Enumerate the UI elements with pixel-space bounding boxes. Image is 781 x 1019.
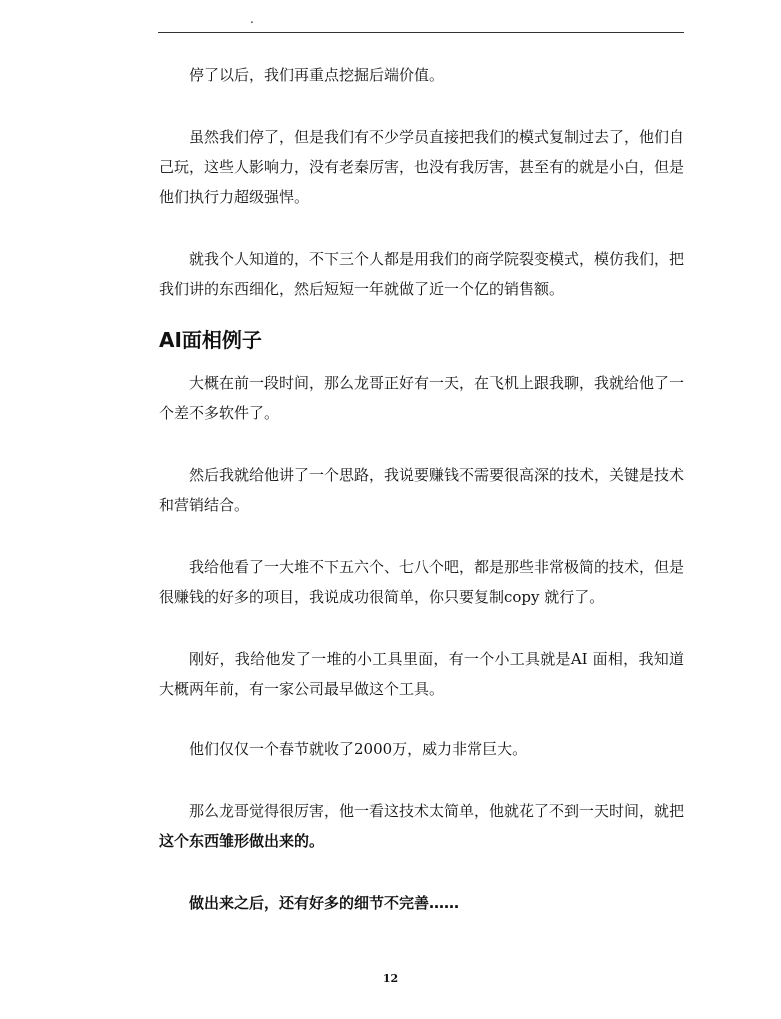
- paragraph-6: 我给他看了一大堆不下五六个、七八个吧，都是那些非常极简的技术，但是很赚钱的好多的项目，我说成功很简单，你只要复制copy 就行了。: [159, 558, 685, 606]
- paragraph-2: 虽然我们停了，但是我们有不少学员直接把我们的模式复制过去了，他们自己玩，这些人影响力，没有老秦厉害，也没有我厉害，甚至有的就是小白，但是他们执行力超级强悍。: [159, 128, 685, 206]
- paragraph-5: 然后我就给他讲了一个思路，我说要赚钱不需要很高深的技术，关键是技术和营销结合。: [159, 466, 685, 514]
- header-mark: .: [250, 12, 254, 26]
- paragraph-10: [159, 888, 684, 918]
- paragraph-10-bold-text: 做出来之后，还有好多的细节不完善……: [189, 894, 460, 912]
- paragraph-9-text: 那么龙哥觉得很厉害，他一看这技术太简单，他就花了不到一天时间，就把: [189, 802, 685, 820]
- paragraph-9-bold-text: 这个东西雏形做出来的。: [159, 832, 325, 850]
- paragraph-4: 大概在前一段时间，那么龙哥正好有一天，在飞机上跟我聊，我就给他了一个差不多软件了。: [159, 374, 685, 422]
- paragraph-1: 停了以后，我们再重点挖掘后端价值。: [189, 66, 445, 84]
- paragraph-9: [159, 796, 684, 856]
- page-number: 12: [382, 972, 399, 985]
- paragraph-8: 他们仅仅一个春节就收了2000万，威力非常巨大。: [189, 740, 528, 758]
- header-divider: [158, 32, 684, 33]
- paragraph-3: 就我个人知道的，不下三个人都是用我们的商学院裂变模式，模仿我们，把我们讲的东西细化，然后短短一年就做了近一个亿的销售额。: [159, 250, 685, 298]
- section-heading: AI面相例子: [159, 328, 262, 352]
- paragraph-7: 刚好，我给他发了一堆的小工具里面，有一个小工具就是AI 面相，我知道大概两年前，有一家公司最早做这个工具。: [159, 650, 684, 698]
- page-content: [159, 60, 684, 918]
